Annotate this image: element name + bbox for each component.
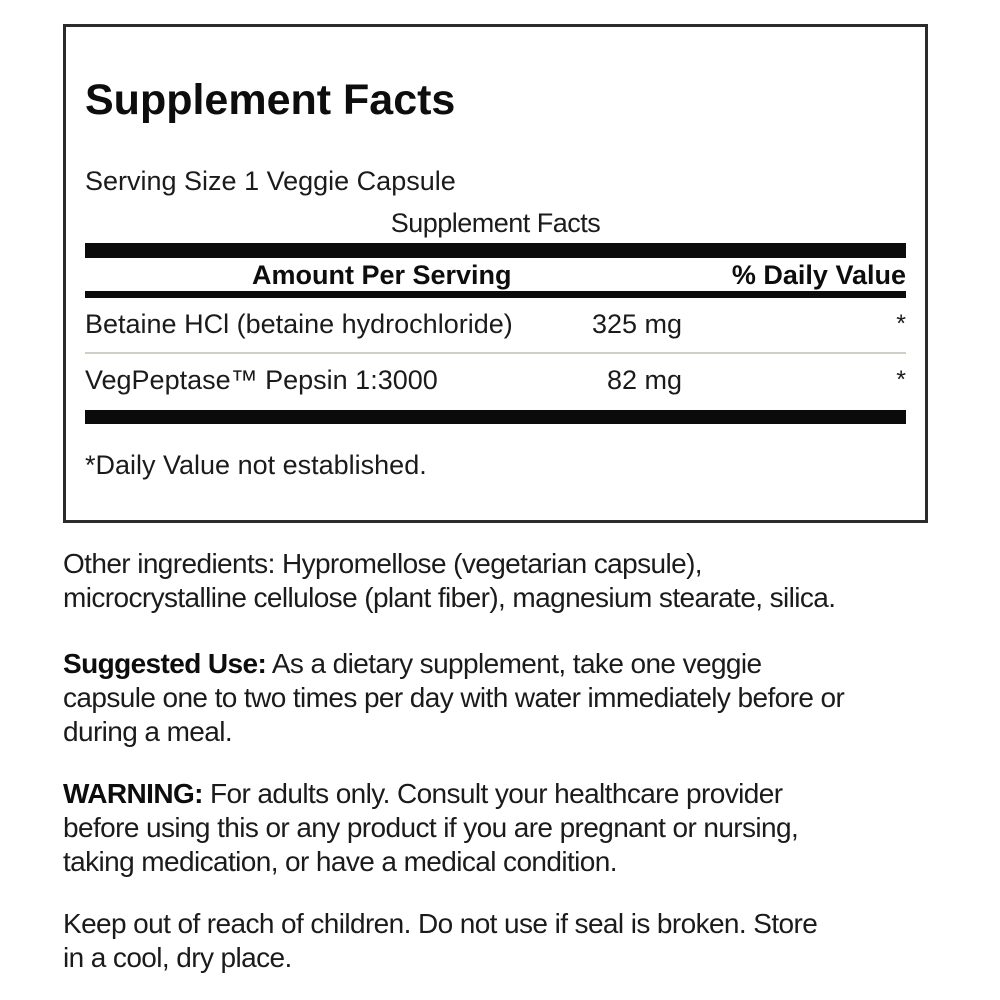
ingredient-daily-value: * <box>896 366 906 394</box>
paragraph-line: capsule one to two times per day with water immediately before or <box>63 682 845 713</box>
table-header-row <box>85 258 906 291</box>
thick-separator-top <box>85 243 906 258</box>
daily-value-header: % Daily Value <box>731 260 906 290</box>
supplement-facts-panel <box>63 24 928 523</box>
ingredient-name: VegPeptase™ Pepsin 1:3000 <box>85 365 438 395</box>
ingredient-name: Betaine HCl (betaine hydrochloride) <box>85 309 513 339</box>
other-ingredients-paragraph <box>63 547 953 615</box>
table-title: Supplement Facts <box>390 208 601 238</box>
ingredient-amount: 82 mg <box>606 365 682 395</box>
table-row-betaine <box>85 298 906 354</box>
paragraph-text: For adults only. Consult your healthcare provider <box>202 778 783 809</box>
warning-lead: WARNING: <box>63 778 203 809</box>
suggested-use-paragraph <box>63 647 953 749</box>
paragraph-line: in a cool, dry place. <box>63 942 292 973</box>
thin-separator <box>85 291 906 298</box>
thick-separator-bottom <box>85 410 906 424</box>
paragraph-text: As a dietary supplement, take one veggie <box>266 648 762 679</box>
amount-per-serving-header: Amount Per Serving <box>252 260 512 290</box>
ingredient-amount: 325 mg <box>591 309 682 339</box>
storage-paragraph <box>63 907 953 975</box>
label-paragraphs <box>63 547 953 975</box>
panel-title: Supplement Facts <box>85 76 456 124</box>
suggested-use-lead: Suggested Use: <box>63 648 267 679</box>
paragraph-line: before using this or any product if you are pregnant or nursing, <box>63 812 799 843</box>
ingredient-daily-value: * <box>896 310 906 338</box>
paragraph-line: taking medication, or have a medical condition. <box>63 846 617 877</box>
paragraph-line: microcrystalline cellulose (plant fiber), magnesium stearate, silica. <box>63 582 836 613</box>
table-row-vegpeptase <box>85 354 906 408</box>
paragraph-line: during a meal. <box>63 716 233 747</box>
paragraph-line <box>63 647 953 681</box>
daily-value-footnote: *Daily Value not established. <box>85 450 427 480</box>
warning-paragraph <box>63 777 953 879</box>
paragraph-line: Keep out of reach of children. Do not use if seal is broken. Store <box>63 908 818 939</box>
serving-size: Serving Size 1 Veggie Capsule <box>85 166 456 196</box>
paragraph-line: Other ingredients: Hypromellose (vegetarian capsule), <box>63 548 702 579</box>
paragraph-line <box>63 777 953 811</box>
